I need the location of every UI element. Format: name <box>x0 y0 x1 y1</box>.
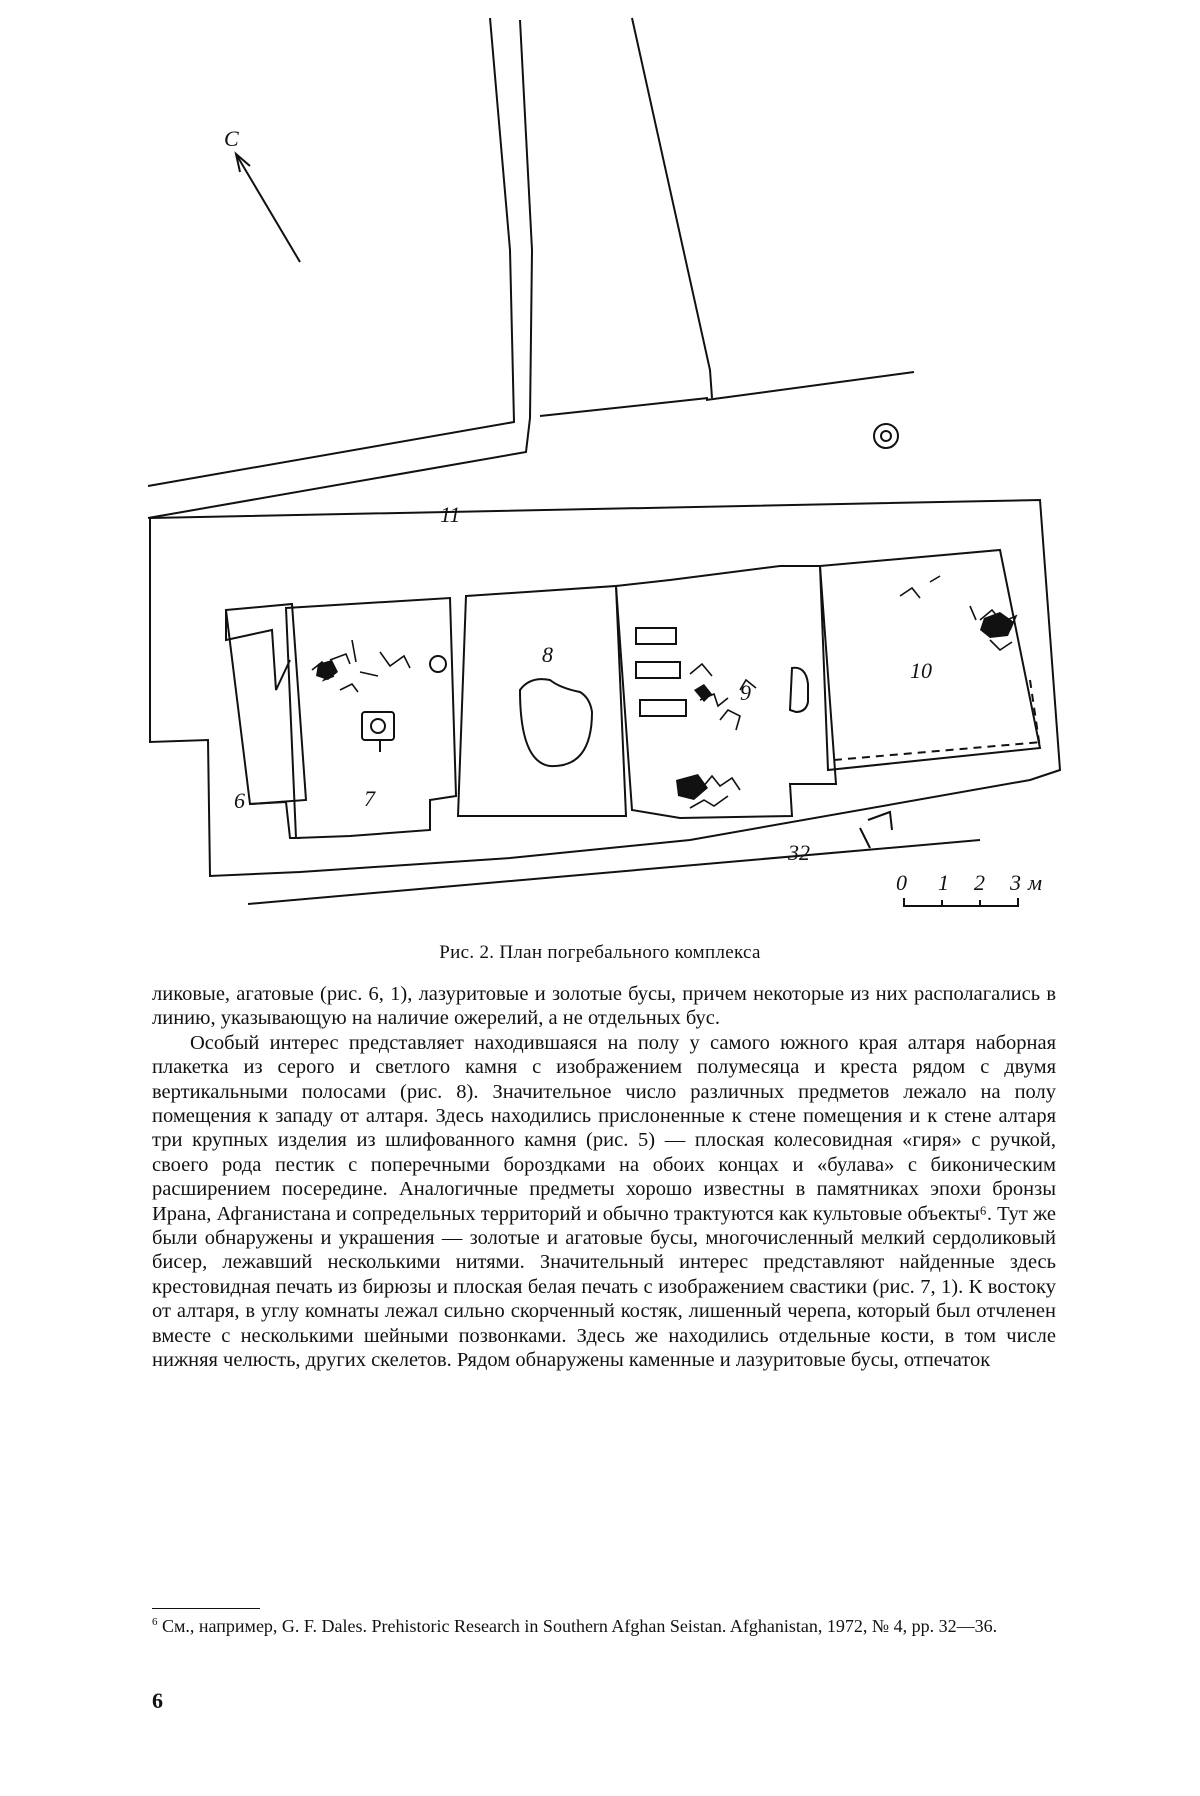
body-text <box>152 982 1056 1373</box>
room-label-9: 9 <box>740 680 751 705</box>
room-label-7: 7 <box>364 786 375 811</box>
scale-bar <box>896 870 1042 906</box>
corridor-wall-lower <box>148 20 532 518</box>
page-number: 6 <box>152 1688 163 1713</box>
finds-dark-patches <box>316 612 1014 800</box>
altar-oval <box>520 679 592 766</box>
room-label-8: 8 <box>542 642 553 667</box>
corridor-east-wall <box>632 18 712 398</box>
corridor-wall-upper <box>148 18 514 486</box>
north-arrow-icon <box>236 154 300 262</box>
north-label: C <box>224 126 239 151</box>
svg-text:1: 1 <box>938 870 949 895</box>
svg-text:0: 0 <box>896 870 907 895</box>
corridor-inner-wall <box>706 372 914 400</box>
footnote <box>152 1611 1056 1638</box>
room-label-10: 10 <box>910 658 932 683</box>
svg-text:м: м <box>1028 870 1043 895</box>
svg-text:3: 3 <box>1010 870 1021 895</box>
finds-marks <box>312 576 1016 808</box>
room-label-32: 32 <box>788 840 810 865</box>
svg-text:2: 2 <box>974 870 985 895</box>
room-label-6: 6 <box>234 788 245 813</box>
room-9-walls <box>616 566 836 818</box>
paragraph-2: Особый интерес представляет находившаяся на полу у самого южного края алтаря наборная плакетка из серого и светлого камня с изображением полумесяца и креста рядом с двумя вертикальными полосами (рис. 8). Значительное число различных предметов лежало на полу помещения к западу от алтаря. Здесь находились прислоненные к стене помещения и к стене алтаря три крупных изделия из шлифованного камня (рис. 5) — плоская колесовидная «гиря» с ручкой, своего рода пестик с поперечными бороздками на обоих концах и «булава» с биконическим расширением посередине. Аналогичные предметы хорошо известны в памятниках эпохи бронзы Ирана, Афганистана и сопредельных территорий и обычно трактуются как культовые объекты⁶. Тут же были обнаружены и украшения — золотые и агатовые бусы, многочисленный мелкий сердоликовый бисер, лежавший несколькими нитями. Значительный интерес представляют найденные здесь крестовидная печать из бирюзы и плоская белая печать с изображением свастики (рис. 7, 1). К востоку от алтаря, в углу комнаты лежал сильно скорченный костяк, лишенный черепа, который был отчленен вместе с несколькими шейными позвонками. Здесь же находились отдельные кости, в том числе нижняя челюсть, других скелетов. Рядом обнаружены каменные и лазуритовые бусы, отпечаток <box>152 1031 1056 1372</box>
well-icon <box>874 424 898 448</box>
footnote-marker: 6 <box>152 1616 158 1628</box>
footnote-text: См., например, G. F. Dales. Prehistoric Research in Southern Afghan Seistan. Afghanistan, 1972, № 4, pp. 32—36. <box>157 1616 998 1636</box>
room-label-11: 11 <box>440 502 461 527</box>
footnote-divider <box>152 1608 260 1609</box>
figure-caption: Рис. 2. План погребального комплекса <box>439 942 761 963</box>
paragraph-1: ликовые, агатовые (рис. 6, 1), лазуритовые и золотые бусы, причем некоторые из них располагались в линию, указывающую на наличие ожерелий, а не отдельных бус. <box>152 983 1056 1030</box>
room-8-block <box>458 586 626 816</box>
